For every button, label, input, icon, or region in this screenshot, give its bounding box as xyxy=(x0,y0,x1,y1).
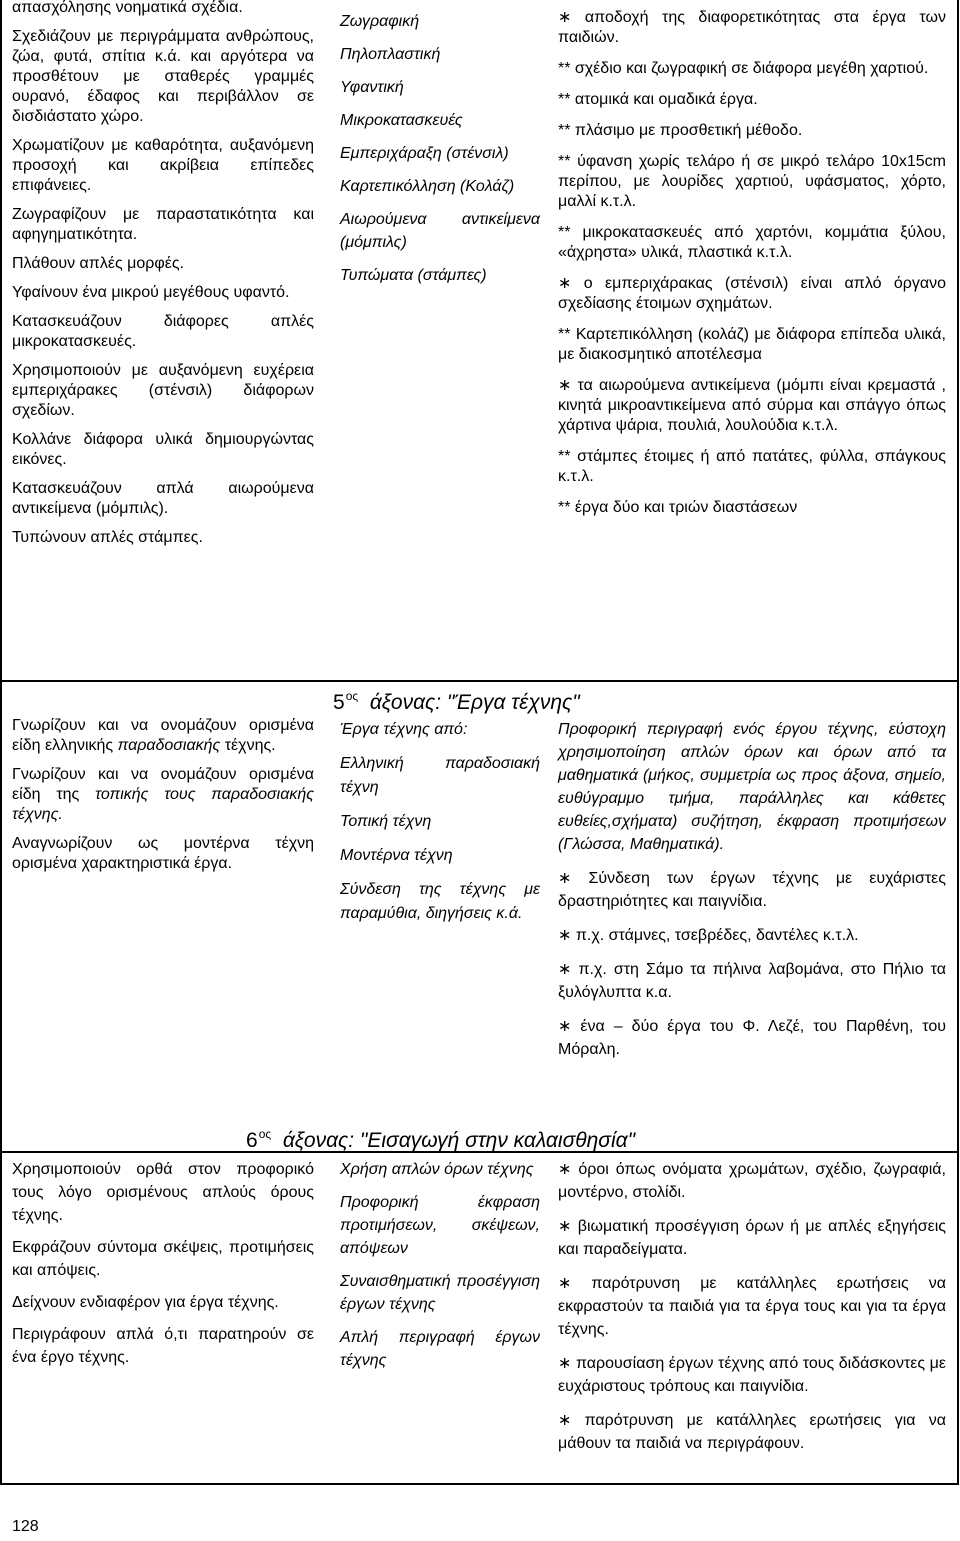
section3-content-column xyxy=(340,1158,540,1382)
objective-text: απασχόλησης νοηματικά σχέδια. xyxy=(12,0,243,16)
axis-title: άξονας: "Εισαγωγή στην καλαισθησία" xyxy=(282,1129,636,1152)
objective-text: Τυπώνουν απλές στάμπες. xyxy=(12,529,203,546)
content-item: Τυπώματα (στάμπες) xyxy=(340,267,487,284)
content-item: Ελληνική παραδοσιακή τέχνη xyxy=(340,755,540,796)
section1-bottom-rule xyxy=(0,680,958,682)
axis-number: 5 xyxy=(333,691,345,714)
content-item: Μοντέρνα τέχνη xyxy=(340,847,453,864)
content-item: Αιωρούμενα αντικείμενα (μόμπιλς) xyxy=(340,211,540,251)
axis-ordinal: ος xyxy=(345,689,359,703)
note-text: ∗ παρουσίαση έργων τέχνης από τους διδάσκοντες με ευχάριστους τρόπους και παιγνίδια. xyxy=(558,1355,946,1395)
content-item: Χρήση απλών όρων τέχνης xyxy=(340,1161,534,1178)
objective-text: Περιγράφουν απλά ό,τι παρατηρούν σε ένα έργο τέχνης. xyxy=(12,1326,314,1366)
section2-heading xyxy=(333,684,580,715)
note-text: ∗ αποδοχή της διαφορετικότητας στα έργα των παιδιών. xyxy=(558,9,946,46)
note-text: Προφορική περιγραφή ενός έργου τέχνης, εύστοχη χρησιμοποίηση απλών όρων και όρων από τα μαθηματικά (μήκος, συμμετρία ως προς άξονα, σημείο, ευθύγραμμο τμήμα, παράλληλες και κάθετες ευθείες,σχήματα) συζήτηση, έκφραση προτιμήσεων (Γλώσσα, Μαθηματικά). xyxy=(558,721,946,853)
note-text: ** στάμπες έτοιμες ή από πατάτες, φύλλα, σπάγκους κ.τ.λ. xyxy=(558,448,946,485)
section3-objectives-column xyxy=(12,1158,314,1378)
note-text: ∗ ένα – δύο έργα του Φ. Λεζέ, του Παρθένη, του Μόραλη. xyxy=(558,1018,946,1058)
note-text: ∗ παρότρυνση με κατάλληλες ερωτήσεις για να μάθουν τα παιδιά να περιγράφουν. xyxy=(558,1412,946,1452)
section1-notes-column xyxy=(558,8,946,529)
note-text: ∗ τα αιωρούμενα αντικείμενα (μόμπι είναι κρεμαστά , κινητά μικροαντικείμενα από σύρμα και σπάγγο όπως χάρτινα ψάρια, πουλιά, λουλούδια κ.τ.λ. xyxy=(558,377,946,434)
objective-text: Κατασκευάζουν απλά αιωρούμενα αντικείμενα (μόμπιλς). xyxy=(12,480,314,517)
axis-title: άξονας: "Έργα τέχνης" xyxy=(369,691,580,714)
axis-number: 6 xyxy=(246,1129,258,1152)
content-item: Τοπική τέχνη xyxy=(340,813,432,830)
objective-text: Κολλάνε διάφορα υλικά δημιουργώντας εικόνες. xyxy=(12,431,314,468)
content-item: Πηλοπλαστική xyxy=(340,46,441,63)
objective-text: Ζωγραφίζουν με παραστατικότητα και αφηγηματικότητα. xyxy=(12,206,314,243)
note-text: ∗ όροι όπως ονόματα χρωμάτων, σχέδιο, ζωγραφιά, μοντέρνο, στολίδι. xyxy=(558,1161,946,1201)
section1-content-column xyxy=(340,10,540,297)
objective-text: Κατασκευάζουν διάφορες απλές μικροκατασκευές. xyxy=(12,313,314,350)
axis-ordinal: ος xyxy=(258,1127,272,1141)
objective-text: Χρησιμοποιούν με αυξανόμενη ευχέρεια εμπεριχάρακες (στένσιλ) διάφορων σχεδίων. xyxy=(12,362,314,419)
content-item: Έργα τέχνης από: xyxy=(340,721,468,738)
content-item: Υφαντική xyxy=(340,79,404,96)
objective-text: Πλάθουν απλές μορφές. xyxy=(12,255,185,272)
objective-text: Χρωματίζουν με καθαρότητα, αυξανόμενη προσοχή και ακρίβεια επίπεδες επιφάνειες. xyxy=(12,137,314,194)
note-text: ** έργα δύο και τριών διαστάσεων xyxy=(558,499,798,516)
content-item: Σύνδεση της τέχνης με παραμύθια, διηγήσεις κ.ά. xyxy=(340,881,540,922)
section2-objectives-column xyxy=(12,716,314,883)
section2-notes-column xyxy=(558,718,946,1072)
page-number: 128 xyxy=(12,1518,39,1535)
table-bottom-rule xyxy=(0,1483,958,1485)
note-text: ∗ π.χ. στη Σάμο τα πήλινα λαβομάνα, στο Πήλιο τα ξυλόγλυπτα κ.α. xyxy=(558,961,946,1001)
note-text: ∗ π.χ. στάμνες, τσεβρέδες, δαντέλες κ.τ.λ. xyxy=(558,927,859,944)
section3-heading xyxy=(246,1122,635,1153)
section3-notes-column xyxy=(558,1158,946,1466)
section2-content-column xyxy=(340,718,540,936)
objective-text: Χρησιμοποιούν ορθά στον προφορικό τους λόγο ορισμένους απλούς όρους τέχνης. xyxy=(12,1161,314,1224)
note-text: ** ύφανση χωρίς τελάρο ή σε μικρό τελάρο 10x15cm περίπου, με λουρίδες χαρτιού, υφάσματος, χόρτο, μαλλί κ.τ.λ. xyxy=(558,153,946,210)
note-text: ∗ Σύνδεση των έργων τέχνης με ευχάριστες δραστηριότητες και παιγνίδια. xyxy=(558,870,946,910)
objective-text: Υφαίνουν ένα μικρού μεγέθους υφαντό. xyxy=(12,284,290,301)
content-item: Ζωγραφική xyxy=(340,13,420,30)
note-text: ∗ ο εμπεριχάρακας (στένσιλ) είναι απλό όργανο σχεδίασης έτοιμων σχημάτων. xyxy=(558,275,946,312)
objective-text: Γνωρίζουν και να ονομάζουν ορισμένα είδη της τοπικής τους παραδοσιακής τέχνης. xyxy=(12,766,314,823)
section1-objectives-column xyxy=(12,0,314,557)
objective-text: Σχεδιάζουν με περιγράμματα ανθρώπους, ζώα, φυτά, σπίτια κ.ά. και αργότερα να προσθέτουν με σταθερές γραμμές ουρανό, έδαφος και περιβάλλον σε δισδιάστατο χώρο. xyxy=(12,28,314,125)
content-item: Μικροκατασκευές xyxy=(340,112,463,129)
content-item: Απλή περιγραφή έργων τέχνης xyxy=(340,1329,540,1369)
content-item: Εμπεριχάραξη (στένσιλ) xyxy=(340,145,509,162)
table-left-rule xyxy=(0,0,2,1485)
note-text: ** πλάσιμο με προσθετική μέθοδο. xyxy=(558,122,803,139)
note-text: ∗ βιωματική προσέγγιση όρων ή με απλές εξηγήσεις και παραδείγματα. xyxy=(558,1218,946,1258)
table-right-rule xyxy=(957,0,959,1485)
content-item: Προφορική έκφραση προτιμήσεων, σκέψεων, απόψεων xyxy=(340,1194,540,1257)
objective-text: Εκφράζουν σύντομα σκέψεις, προτιμήσεις και απόψεις. xyxy=(12,1239,314,1279)
note-text: ** Καρτεπικόλληση (κολάζ) με διάφορα επίπεδα υλικά, με διακοσμητικό αποτέλεσμα xyxy=(558,326,946,363)
note-text: ** μικροκατασκευές από χαρτόνι, κομμάτια ξύλου, «άχρηστα» υλικά, πλαστικά κ.τ.λ. xyxy=(558,224,946,261)
objective-text: Αναγνωρίζουν ως μοντέρνα τέχνη ορισμένα χαρακτηριστικά έργα. xyxy=(12,835,314,872)
objective-text: Γνωρίζουν και να ονομάζουν ορισμένα είδη ελληνικής παραδοσιακής τέχνης. xyxy=(12,717,314,754)
content-item: Καρτεπικόλληση (Κολάζ) xyxy=(340,178,515,195)
note-text: ** σχέδιο και ζωγραφική σε διάφορα μεγέθη χαρτιού. xyxy=(558,60,929,77)
content-item: Συναισθηματική προσέγγιση έργων τέχνης xyxy=(340,1273,540,1313)
objective-text: Δείχνουν ενδιαφέρον για έργα τέχνης. xyxy=(12,1294,279,1311)
note-text: ∗ παρότρυνση με κατάλληλες ερωτήσεις να εκφραστούν τα παιδιά για τα έργα τους και για τα έργα τέχνης. xyxy=(558,1275,946,1338)
note-text: ** ατομικά και ομαδικά έργα. xyxy=(558,91,758,108)
